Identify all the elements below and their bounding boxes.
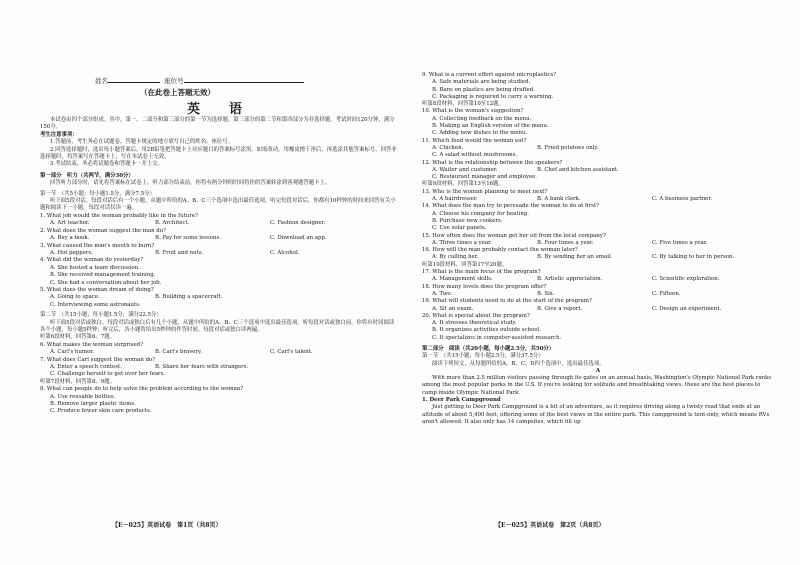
option-c: C. Produce fewer skin care products.: [50, 408, 152, 415]
question-item: [422, 298, 774, 313]
intro-block: [40, 117, 398, 416]
option-b: B. Share her fears with strangers.: [155, 364, 249, 370]
options-row: [432, 152, 774, 159]
part2-title: 第二部分 阅读（共20小题，每小题2.5分，共50分）: [422, 345, 555, 352]
section2-desc: 听下面5段对话或独白。每段对话或独白后有几个小题，从题中所给的A、B、C三个选项中选出最佳选项。听每段对话或独白前，你将有时间阅读各个小题，每小题5秒钟；听完后，各小题将给出5秒钟的作答时间。每段对话或独白读两遍。: [40, 319, 395, 333]
question-text: 3. What caused the man's mouth to burn?: [40, 242, 155, 249]
question-item: [40, 287, 398, 309]
option-b: B. She received management training.: [50, 272, 156, 279]
question-item: [40, 213, 398, 228]
options-row: [50, 265, 398, 272]
subject-title: 英 语: [187, 102, 251, 117]
note-2: 2.回答选择题时，选出每小题答案后，用2B铅笔把答题卡上对应题目的答案标号涂黑。如需改动，用橡皮擦干净后，再选涂其他答案标号。回答非选择题时，将答案写在答题卡上，写在本试卷上无效。: [40, 146, 397, 161]
options-row: [432, 320, 774, 327]
question-text: 4. What did the woman do yesterday?: [40, 257, 144, 264]
question-text: 1. What job would the woman probably like in the future?: [40, 212, 198, 219]
question-group-10-12: [422, 108, 774, 181]
option-b: B. Remove larger plastic items.: [50, 401, 136, 408]
section1-title: 第一节 （共5小题；每小题1.5分，满分7.5分）: [40, 190, 155, 197]
option-c: C. Interviewing some astronauts.: [50, 301, 141, 308]
options-row: [50, 272, 398, 279]
part2-section1-title: 第一节 （共15小题；每小题2.5分，满分37.5分）: [422, 353, 544, 360]
question-item: [422, 313, 774, 342]
options-row: [50, 294, 398, 301]
option-c: C. Scientific exploration.: [652, 276, 720, 283]
question-text: 20. What is special about the program?: [422, 312, 530, 319]
listening-note-6: 听第6段材料，回答第6、7题。: [40, 334, 115, 341]
option-b: B. Architect.: [155, 220, 190, 227]
listening-note-8: 听第8段材料，回答第10至12题。: [422, 101, 504, 108]
options-row: [432, 79, 774, 86]
options-row: [50, 394, 398, 401]
option-a: A. Management skills.: [432, 276, 493, 283]
option-c: C. Adding new dishes to the menu.: [432, 130, 528, 137]
question-text: 15. How often does the woman get her oil from the local company?: [422, 232, 606, 239]
option-b: B. Chef and kitchen assistant.: [537, 166, 619, 173]
question-text: 13. Who is the woman planning to meet next?: [422, 188, 548, 195]
seat-label: 座位号: [164, 77, 184, 85]
seat-blank: [184, 77, 304, 83]
options-row: [50, 371, 398, 378]
question-text: 8. What can people do to help solve the problem according to the woman?: [40, 386, 244, 393]
question-group-13-16: [422, 189, 774, 262]
option-a: A. Art teacher.: [50, 220, 90, 227]
question-item: [422, 160, 774, 182]
name-label: 姓名: [95, 77, 108, 85]
options-row: [50, 349, 398, 356]
option-c: C. Fifteen.: [652, 290, 681, 297]
question-item: [422, 233, 774, 248]
option-b: B. Building a spacecraft.: [155, 294, 223, 301]
question-group-9: [422, 72, 774, 101]
options-row: [50, 235, 398, 242]
options-row: [432, 291, 774, 298]
question-item: [422, 269, 774, 284]
question-text: 14. What does the man try to persuade the woman to do at first?: [422, 203, 599, 210]
question-group-1-5: [40, 213, 398, 309]
options-row: [432, 240, 774, 247]
option-a: A. A hairdresser.: [432, 196, 478, 203]
notice: （在此卷上答题无效）: [140, 88, 215, 97]
listening-note-7: 听第7段材料，回答第8、9题。: [40, 378, 115, 385]
student-info-line: [95, 76, 335, 85]
option-a: A. Waiter and customer.: [432, 166, 498, 173]
question-group-8: [40, 386, 398, 416]
part1-desc: 回答听力部分时，请先将答案标在试卷上。听力部分结束前，你将有两分钟的时间将你的答案转涂到客观题答题卡上。: [50, 180, 331, 187]
name-blank: [108, 77, 160, 83]
option-a: A. Safe materials are being studied.: [432, 79, 531, 86]
option-b: B. Artistic appreciation.: [537, 276, 603, 283]
option-a: A. Collecting feedback on the menu.: [432, 115, 532, 122]
options-row: [432, 130, 774, 137]
question-item: [422, 138, 774, 160]
options-row: [432, 327, 774, 334]
question-item: [40, 228, 398, 243]
passage-heading: 1. Deer Park Campground: [422, 397, 501, 404]
option-a: A. By calling her.: [432, 254, 479, 261]
option-a: A. Choose his company for heating.: [432, 210, 529, 217]
question-text: 6. What makes the woman surprised?: [40, 341, 144, 348]
question-item: [40, 243, 398, 258]
question-item: [40, 257, 398, 287]
options-row: [50, 401, 398, 408]
note-3: 3.考试结束，务必将试题卷和答题卡一并上交。: [50, 161, 163, 168]
question-text: 7. What does Carl suggest the woman do?: [40, 356, 156, 363]
question-item: [422, 284, 774, 299]
section2-title: 第二节 （共15小题；每小题1.5分，满分22.5分）: [40, 312, 162, 319]
question-item: [40, 386, 398, 416]
option-c: C. By talking to her in person.: [652, 254, 735, 261]
option-c: C. Download an app.: [270, 235, 327, 242]
option-c: C. It specializes in computer-assisted research.: [432, 334, 562, 341]
option-a: A. Sit an exam.: [432, 305, 474, 312]
intro-heading: 考生注意事项：: [40, 131, 78, 138]
question-text: 11. Which food would the woman eat?: [422, 137, 527, 144]
option-c: C. She had a conversation about her job.: [50, 279, 162, 286]
part2-section1-desc: 阅读下列短文，从每题所给的A、B、C、D四个选项中，选出最佳选项。: [432, 360, 605, 367]
passage-paragraph-2: Just getting to Deer Park Campground is a bit of an adventure, as it requires driving along a twisty road that ends at an altitude of about 5,400 feet, offering some of the best views in the entire park. This campground is tent-only, which means RVs aren't allowed. It also only has 14 campsites, which fill up: [422, 404, 770, 425]
option-a: A. Enter a speech contest.: [50, 364, 122, 370]
options-row: [432, 254, 774, 261]
part1-title: 第一部分 听力（共两节，满分30分）: [40, 172, 134, 179]
footer-right: 【E－025】英语试卷 第2页（共8页）: [495, 522, 605, 529]
option-a: A. Buy a book.: [50, 235, 90, 242]
option-c: C. Restaurant manager and employee.: [432, 174, 538, 181]
options-row: [432, 196, 774, 203]
note-1: 1.答题前，考生务必在试题卷、答题卡规定的地方填写自己的姓名、座位号。: [50, 139, 234, 146]
option-b: B. A bank clerk.: [537, 196, 581, 203]
option-c: C. Design an experiment.: [652, 305, 722, 312]
options-row: [50, 408, 398, 415]
option-a: A. Hot peppers.: [50, 249, 93, 256]
option-a: A. Chicken.: [432, 144, 464, 151]
option-b: B. Bans on plastics are being drafted.: [432, 86, 535, 93]
options-row: [432, 335, 774, 342]
question-text: 17. What is the main focus of the program?: [422, 269, 541, 276]
question-group-6-7: [40, 342, 398, 379]
options-row: [432, 145, 774, 152]
question-text: 16. How will the man probably contact the woman later?: [422, 247, 578, 254]
question-text: 9. What is a current effort against microplastics?: [422, 72, 557, 78]
option-b: B. Four times a year.: [537, 239, 594, 246]
option-a: A. Carl's humor.: [50, 349, 94, 356]
listening-note-10: 听第10段材料，回答第17至20题。: [422, 261, 508, 268]
options-row: [432, 167, 774, 174]
passage-paragraph-1: With more than 2.5 million visitors passing through its gates on an annual basis, Washington's Olympic National Park ranks among the most popular parks in the U.S. If you're looking for solitude and breathtaking views, these are the best places to camp inside Olympic National Park.: [422, 375, 772, 396]
question-item: [422, 203, 774, 232]
question-item: [422, 108, 774, 137]
intro-paragraph: 本试卷由四个部分组成。其中，第一、二部分和第三部分的第一节为选择题。第三部分的第二节和第四部分为非选择题。考试时间120分钟，满分150分。: [40, 117, 395, 131]
options-row: [50, 250, 398, 257]
option-b: B. Making an English version of the menu.: [432, 123, 549, 130]
options-row: [432, 123, 774, 130]
option-c: C. Carl's talent.: [270, 349, 313, 356]
option-b: B. By sending her an email.: [537, 254, 613, 261]
option-b: B. Six.: [537, 290, 555, 297]
question-text: 5. What does the woman dream of doing?: [40, 286, 154, 293]
right-column: [422, 72, 774, 426]
question-item: [422, 247, 774, 262]
question-item: [40, 342, 398, 357]
option-b: B. Give a report.: [537, 305, 583, 312]
question-text: 12. What is the relationship between the speakers?: [422, 159, 563, 166]
options-row: [50, 364, 398, 371]
section1-desc: 听下面5段对话。每段对话后有一个小题，从题中所给的A、B、C三个选项中选出最佳选项。听完每段对话后，你都有10秒钟的时间来回答有关小题和阅读下一小题。每段对话仅读一遍。: [40, 198, 396, 212]
question-text: 10. What is the woman's suggestion?: [422, 108, 524, 115]
option-a: A. Use reusable bottles.: [50, 393, 116, 400]
option-c: C. Alcohol.: [270, 249, 300, 256]
option-a: A. Two.: [432, 290, 453, 297]
option-a: A. Three times a year.: [432, 239, 492, 246]
question-text: 2. What does the woman suggest the man do?: [40, 227, 166, 234]
question-text: 19. What will students need to do at the start of the program?: [422, 298, 592, 305]
question-item: [422, 72, 774, 101]
option-a: A. She hosted a team discussion.: [50, 264, 140, 271]
option-a: A. It stresses theoretical study.: [432, 320, 517, 327]
option-c: C. Packaging is required to carry a warning.: [432, 93, 554, 100]
passage-letter: A: [595, 367, 601, 374]
options-row: [50, 280, 398, 287]
option-c: C. A business partner.: [652, 196, 713, 203]
option-b: B. Pay for some lessons.: [155, 235, 221, 242]
options-row: [432, 306, 774, 313]
options-row: [432, 225, 774, 232]
options-row: [432, 276, 774, 283]
options-row: [432, 116, 774, 123]
option-b: B. Carl's bravery.: [155, 349, 203, 356]
option-c: C. Fashion designer.: [270, 220, 326, 227]
option-c: C. Five times a year.: [652, 239, 708, 246]
footer-left: 【E－025】英语试卷 第1页（共8页）: [112, 522, 222, 529]
option-c: C. Use solar panels.: [432, 225, 487, 232]
option-a: A. Going to space.: [50, 294, 100, 301]
options-row: [50, 220, 398, 227]
option-b: B. Purchase new cookers.: [432, 217, 503, 224]
options-row: [432, 211, 774, 218]
option-c: C. A salad without mushrooms.: [432, 152, 518, 159]
options-row: [432, 87, 774, 94]
question-group-17-20: [422, 269, 774, 342]
option-c: C. Challenge herself to get over her fears.: [50, 371, 166, 378]
options-row: [432, 218, 774, 225]
option-b: B. Fruit and nuts.: [155, 249, 204, 256]
option-b: B. Fried potatoes only.: [537, 144, 599, 151]
question-item: [40, 357, 398, 379]
listening-note-9: 听第9段材料，回答第13至16题。: [422, 181, 504, 188]
question-item: [422, 189, 774, 204]
options-row: [50, 302, 398, 309]
option-b: B. It organizes activities outside school.: [432, 327, 541, 334]
question-text: 18. How many levels does the program offer?: [422, 283, 547, 290]
